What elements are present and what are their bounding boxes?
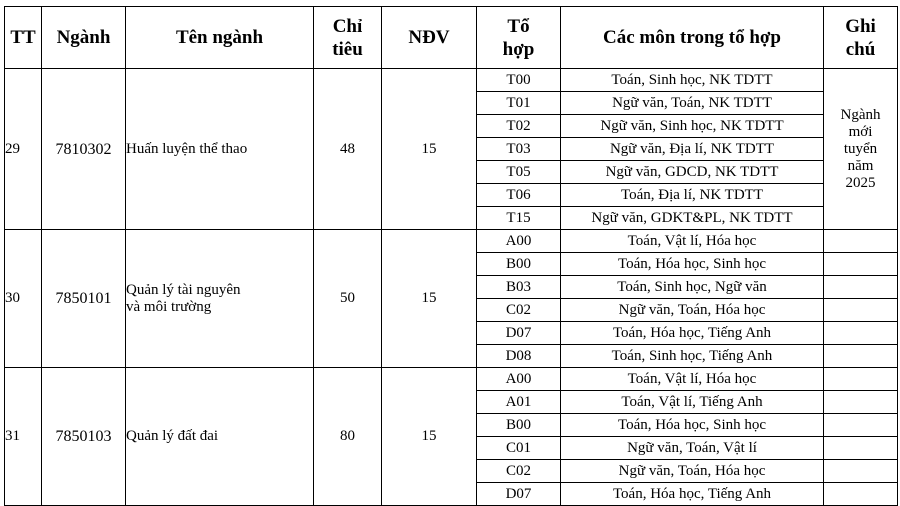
program-note [824, 69, 898, 230]
combo-code: D07 [477, 483, 561, 506]
header-ghi-chu-line2: chú [845, 38, 876, 60]
header-cac-mon: Các môn trong tổ hợp [561, 7, 824, 69]
table-row [5, 69, 898, 92]
note-empty [824, 322, 898, 345]
table-row [5, 230, 898, 253]
note-line: mới [848, 123, 873, 140]
note-line: Ngành [840, 106, 881, 123]
combo-subjects: Toán, Sinh học, Ngữ văn [561, 276, 824, 299]
combo-subjects: Toán, Vật lí, Hóa học [561, 368, 824, 391]
combo-subjects: Ngữ văn, Toán, Vật lí [561, 437, 824, 460]
program-code: 7810302 [42, 69, 126, 230]
combo-subjects: Toán, Vật lí, Tiếng Anh [561, 391, 824, 414]
header-ndv: NĐV [382, 7, 477, 69]
combo-subjects: Ngữ văn, GDKT&PL, NK TDTT [561, 207, 824, 230]
combo-code: A00 [477, 230, 561, 253]
combo-code: C01 [477, 437, 561, 460]
note-empty [824, 460, 898, 483]
combo-subjects: Toán, Hóa học, Tiếng Anh [561, 483, 824, 506]
note-empty [824, 414, 898, 437]
program-code: 7850103 [42, 368, 126, 506]
program-quota: 48 [314, 69, 382, 230]
note-empty [824, 368, 898, 391]
combo-code: D08 [477, 345, 561, 368]
combo-code: B00 [477, 253, 561, 276]
combo-subjects: Ngữ văn, GDCD, NK TDTT [561, 161, 824, 184]
note-empty [824, 437, 898, 460]
combo-code: D07 [477, 322, 561, 345]
combo-subjects: Ngữ văn, Toán, NK TDTT [561, 92, 824, 115]
header-to-hop-line1: Tổ [507, 15, 530, 37]
header-ghi-chu [824, 7, 898, 69]
header-tt: TT [5, 7, 42, 69]
program-code: 7850101 [42, 230, 126, 368]
header-ghi-chu-line1: Ghi [845, 15, 876, 37]
program-tt: 29 [5, 69, 42, 230]
combo-subjects: Toán, Địa lí, NK TDTT [561, 184, 824, 207]
combo-subjects: Toán, Sinh học, NK TDTT [561, 69, 824, 92]
program-name: Quản lý đất đai [126, 368, 314, 506]
note-empty [824, 483, 898, 506]
program-ndv: 15 [382, 230, 477, 368]
program-name: Huấn luyện thể thao [126, 69, 314, 230]
header-row [5, 7, 898, 69]
header-chi-tieu [314, 7, 382, 69]
note-empty [824, 253, 898, 276]
program-name [126, 230, 314, 368]
combo-subjects: Toán, Hóa học, Sinh học [561, 253, 824, 276]
header-to-hop-line2: hợp [502, 38, 535, 60]
combo-subjects: Toán, Hóa học, Sinh học [561, 414, 824, 437]
combo-subjects: Ngữ văn, Toán, Hóa học [561, 460, 824, 483]
combo-code: A00 [477, 368, 561, 391]
combo-code: A01 [477, 391, 561, 414]
header-to-hop [477, 7, 561, 69]
program-name-line2: và môi trường [126, 298, 212, 315]
note-empty [824, 299, 898, 322]
note-empty [824, 276, 898, 299]
program-tt: 31 [5, 368, 42, 506]
combo-subjects: Ngữ văn, Địa lí, NK TDTT [561, 138, 824, 161]
combo-code: T15 [477, 207, 561, 230]
combo-subjects: Toán, Sinh học, Tiếng Anh [561, 345, 824, 368]
note-empty [824, 345, 898, 368]
table-row [5, 368, 898, 391]
combo-code: B00 [477, 414, 561, 437]
combo-code: T03 [477, 138, 561, 161]
combo-subjects: Toán, Hóa học, Tiếng Anh [561, 322, 824, 345]
program-tt: 30 [5, 230, 42, 368]
header-nganh: Ngành [42, 7, 126, 69]
header-ten-nganh: Tên ngành [126, 7, 314, 69]
note-empty [824, 230, 898, 253]
note-empty [824, 391, 898, 414]
note-line: 2025 [845, 174, 876, 191]
combo-code: C02 [477, 460, 561, 483]
combo-code: T02 [477, 115, 561, 138]
combo-code: T01 [477, 92, 561, 115]
combo-subjects: Toán, Vật lí, Hóa học [561, 230, 824, 253]
program-quota: 50 [314, 230, 382, 368]
program-quota: 80 [314, 368, 382, 506]
header-chi-tieu-line2: tiêu [332, 38, 363, 60]
combo-subjects: Ngữ văn, Sinh học, NK TDTT [561, 115, 824, 138]
program-name-line1: Quản lý tài nguyên [126, 281, 241, 298]
combo-code: C02 [477, 299, 561, 322]
combo-code: T00 [477, 69, 561, 92]
header-chi-tieu-line1: Chỉ [332, 15, 363, 37]
combo-code: T05 [477, 161, 561, 184]
program-ndv: 15 [382, 368, 477, 506]
program-ndv: 15 [382, 69, 477, 230]
combo-code: B03 [477, 276, 561, 299]
combo-code: T06 [477, 184, 561, 207]
admission-table [4, 6, 898, 506]
note-line: năm [847, 157, 874, 174]
note-line: tuyển [843, 140, 878, 157]
combo-subjects: Ngữ văn, Toán, Hóa học [561, 299, 824, 322]
